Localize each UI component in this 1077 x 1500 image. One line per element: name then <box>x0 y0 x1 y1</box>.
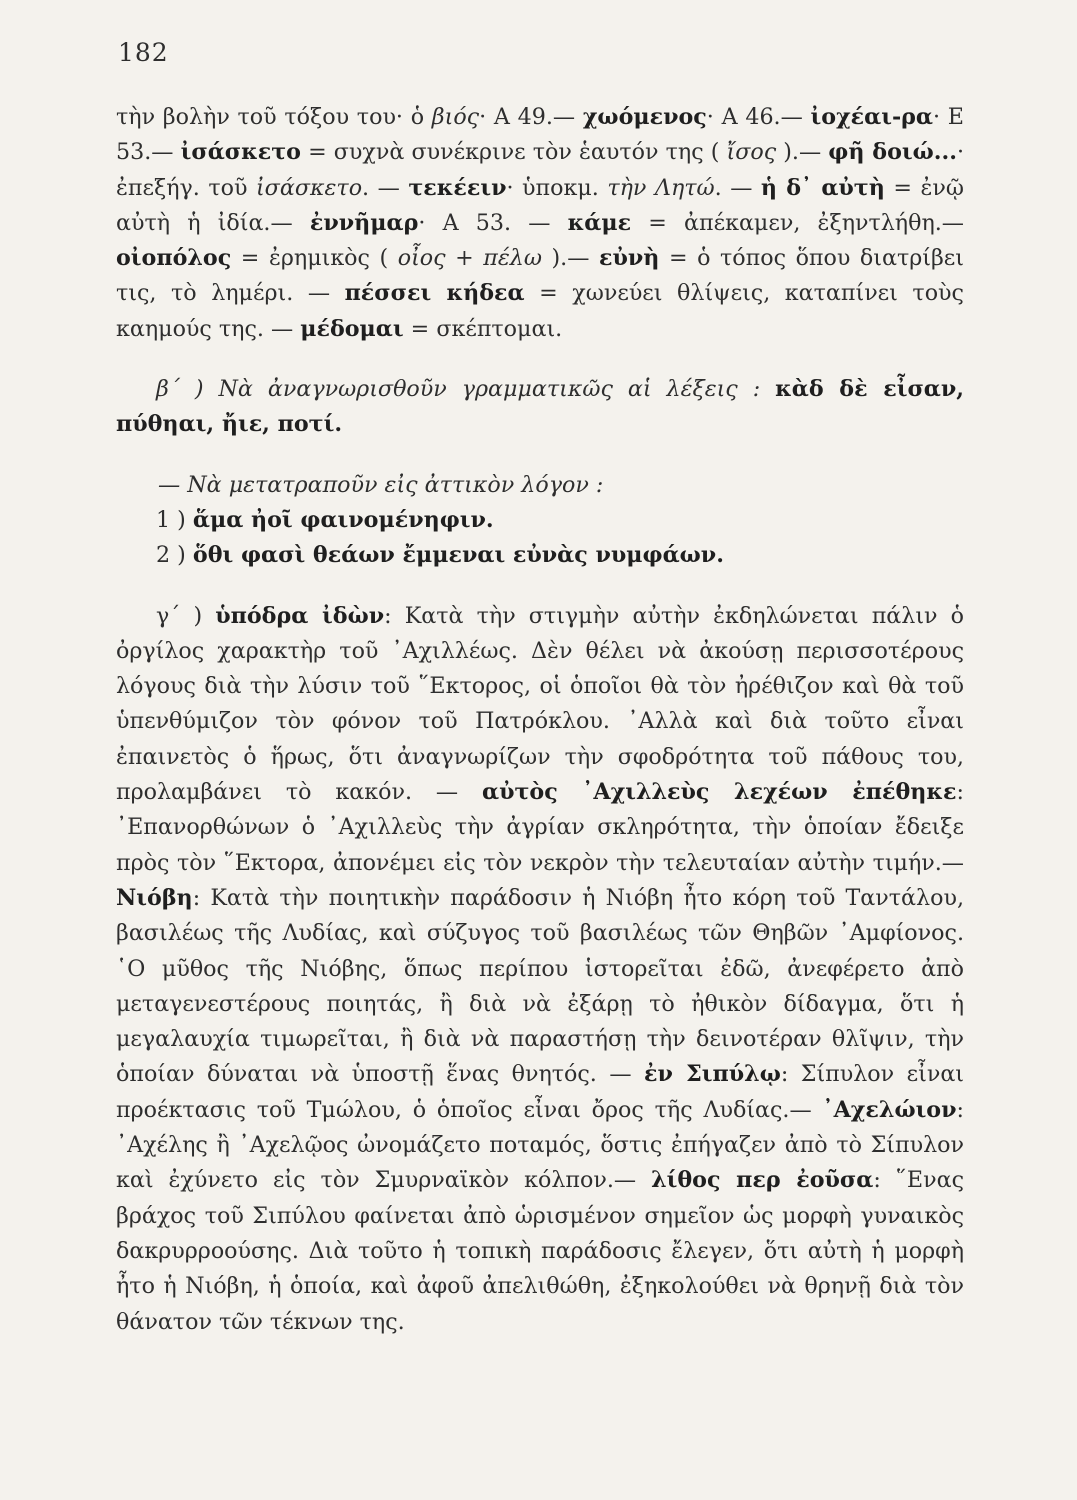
para1-run: φῆ δοιώ... <box>828 139 957 166</box>
page-number: 182 <box>118 38 169 67</box>
item2-run: 2 ) <box>156 542 193 569</box>
para1-run: ἰοχέαι-ρα <box>810 104 933 130</box>
translation-item-1 <box>116 503 964 538</box>
para1-run: ἰσάσκετο <box>180 139 301 166</box>
para1-run: ἰσάσκετο <box>255 174 363 201</box>
para1-run: . — <box>714 174 761 201</box>
para4-run: Νιόβη <box>116 884 193 911</box>
para4-run: ἐν Σιπύλῳ <box>644 1061 781 1088</box>
para1-run: · Α 53. — <box>418 209 568 236</box>
para1-run: χωόμενος <box>582 104 707 130</box>
para4-run: : Κατὰ τὴν ποιητικὴν παράδοσιν ἡ Νιόβη ἦτο κόρη τοῦ Ταντάλου, βασιλέως τῆς Λυδίας, καὶ σύζυγος τοῦ βασιλέως τῶν Θηβῶν ᾿Αμφίονος. ῾Ο μῦθος τῆς Νιόβης, ὅπως περίπου ἱστορεῖται ἐδῶ, ἀνεφέρετο ἀπὸ μεταγενεστέρους ποιητάς, ἢ διὰ νὰ ἐξάρῃ τὸ ἠθικὸν δίδαγμα, ὅτι ἡ μεγαλαυχία τιμωρεῖται, ἢ διὰ νὰ παραστήσῃ τὴν δεινοτέραν θλῖψιν, τὴν ὁποίαν δύναται νὰ ὑποστῇ ἕνας θνητός. — <box>116 884 964 1088</box>
para4-run: ᾿Αχελώιον <box>822 1096 957 1123</box>
para1-run: = συχνὰ συνέκρινε τὸν ἑαυτόν της ( <box>300 139 727 166</box>
para1-run: · ὑποκμ. <box>506 174 608 201</box>
para1-run: = ἐρημικὸς ( <box>231 245 398 272</box>
para1-run: ἡ δ᾽ αὐτὴ <box>760 174 885 201</box>
item1-run: 1 ) <box>156 506 193 533</box>
para1-run: = ἀπέκαμεν, ἐξηντλήθη.— <box>631 209 964 236</box>
para4-run: ὑπόδρα ἰδὼν <box>215 602 385 629</box>
para2-run: β΄ ) Νὰ ἀναγνωρισθοῦν γραμματικῶς αἱ λέξεις : <box>156 376 776 403</box>
para1-run: = ἐνῷ αὐτὴ ἡ ἰδία.— <box>116 174 964 236</box>
grammar-exercise-paragraph <box>116 372 964 443</box>
para1-run: = σκέπτομαι. <box>403 315 563 342</box>
para4-run: : ᾿Αχέλης ἢ ᾿Αχελῷος ὠνομάζετο ποταμός, ὅστις ἐπήγαζεν ἀπὸ τὸ Σίπυλον καὶ ἐχύνετο εἰς τὸν Σμυρναϊκὸν κόλπον.— <box>116 1096 964 1194</box>
para1-run: εὐνὴ <box>598 245 660 272</box>
para1-run: ἴσος <box>726 139 777 166</box>
commentary-paragraph-glossary <box>116 100 964 347</box>
para1-run: . — <box>362 174 409 201</box>
para1-run: = χωνεύει θλίψεις, καταπίνει τοὺς καημούς της. — <box>116 280 964 342</box>
commentary-paragraph-niobe <box>116 599 964 1340</box>
para1-run: τεκέειν <box>408 174 507 201</box>
item2-run: ὅθι φασὶ θεάων ἔμμεναι εὐνὰς νυμφάων. <box>192 542 724 569</box>
para3-run: — Νὰ μετατραποῦν εἰς ἀττικὸν λόγον : <box>158 471 604 498</box>
item1-run: ἅμα ἠοῖ φαινομένηφιν. <box>192 506 494 533</box>
para4-run: : ῞Ενας βράχος τοῦ Σιπύλου φαίνεται ἀπὸ ὡρισμένον σημεῖον ὡς μορφὴ γυναικὸς δακρυρροούσης. Διὰ τοῦτο ἡ τοπικὴ παράδοσις ἔλεγεν, ὅτι αὐτὴ ἡ μορφὴ ἦτο ἡ Νιόβη, ἡ ὁποία, καὶ ἀφοῦ ἀπελιθώθη, ἐξηκολούθει νὰ θρηνῇ διὰ τὸν θάνατον τῶν τέκνων της. <box>116 1167 964 1335</box>
para4-run: λίθος περ ἐοῦσα <box>651 1167 874 1194</box>
para1-run: τὴν βολὴν τοῦ τόξου του· ὁ <box>116 104 432 130</box>
para1-run: ).— <box>541 245 599 272</box>
para1-run: οἰοπόλος <box>116 245 232 272</box>
para1-run: βιός <box>431 104 480 130</box>
para1-run: · Α 49.— <box>479 104 583 130</box>
para1-run: ).— <box>776 139 829 166</box>
para1-run: τὴν Λητώ <box>607 174 715 201</box>
para4-run: : Κατὰ τὴν στιγμὴν αὐτὴν ἐκδηλώνεται πάλιν ὁ ὀργίλος χαρακτὴρ τοῦ ᾿Αχιλλέως. Δὲν θέλει νὰ ἀκούσῃ περισσοτέρους λόγους διὰ τὴν λύσιν τοῦ ῞Εκτορος, οἱ ὁποῖοι θὰ τὸν ἠρέθιζον καὶ θὰ τοῦ ὑπενθύμιζον τὸν φόνον τοῦ Πατρόκλου. ᾿Αλλὰ καὶ διὰ τοῦτο εἶναι ἐπαινετὸς ὁ ἥρως, ὅτι ἀναγνωρίζων τὴν σφοδρότητα τοῦ πάθους του, προλαμβάνει τὸ κακόν. — <box>116 602 964 806</box>
page-content <box>116 100 964 1340</box>
para1-run: κάμε <box>567 209 632 236</box>
para1-run: · Α 46.— <box>706 104 811 130</box>
para1-run: = ὁ τόπος ὅπου διατρίβει τις, τὸ λημέρι. — <box>116 245 964 307</box>
para1-run: οἶος + πέλω <box>397 245 542 272</box>
para2-run: κὰδ δὲ εἶσαν, πύθηαι, ἤιε, ποτί. <box>116 376 965 438</box>
para1-run: · ἐπεξήγ. τοῦ <box>116 139 964 201</box>
para4-run: : Σίπυλον εἶναι προέκτασις τοῦ Τμώλου, ὁ ὁποῖος εἶναι ὄρος τῆς Λυδίας.— <box>116 1061 965 1123</box>
para4-run: αὐτὸς ᾿Αχιλλεὺς λεχέων ἐπέθηκε <box>482 779 957 806</box>
translation-exercise-heading <box>116 468 964 503</box>
para1-run: πέσσει κήδεα <box>344 280 525 307</box>
para1-run: · Ε 53.— <box>116 104 964 166</box>
translation-item-2 <box>116 538 964 573</box>
para4-run: : ᾿Επανορθώνων ὁ ᾿Αχιλλεὺς τὴν ἀγρίαν σκληρότητα, τὴν ὁποίαν ἔδειξε πρὸς τὸν ῞Εκτορα, ἀπονέμει εἰς τὸν νεκρὸν τὴν τελευταίαν αὐτὴν τιμήν.— <box>116 779 964 876</box>
para4-run: γ΄ ) <box>156 602 216 629</box>
para1-run: ἐννῆμαρ <box>309 209 419 236</box>
para1-run: μέδομαι <box>300 315 404 342</box>
